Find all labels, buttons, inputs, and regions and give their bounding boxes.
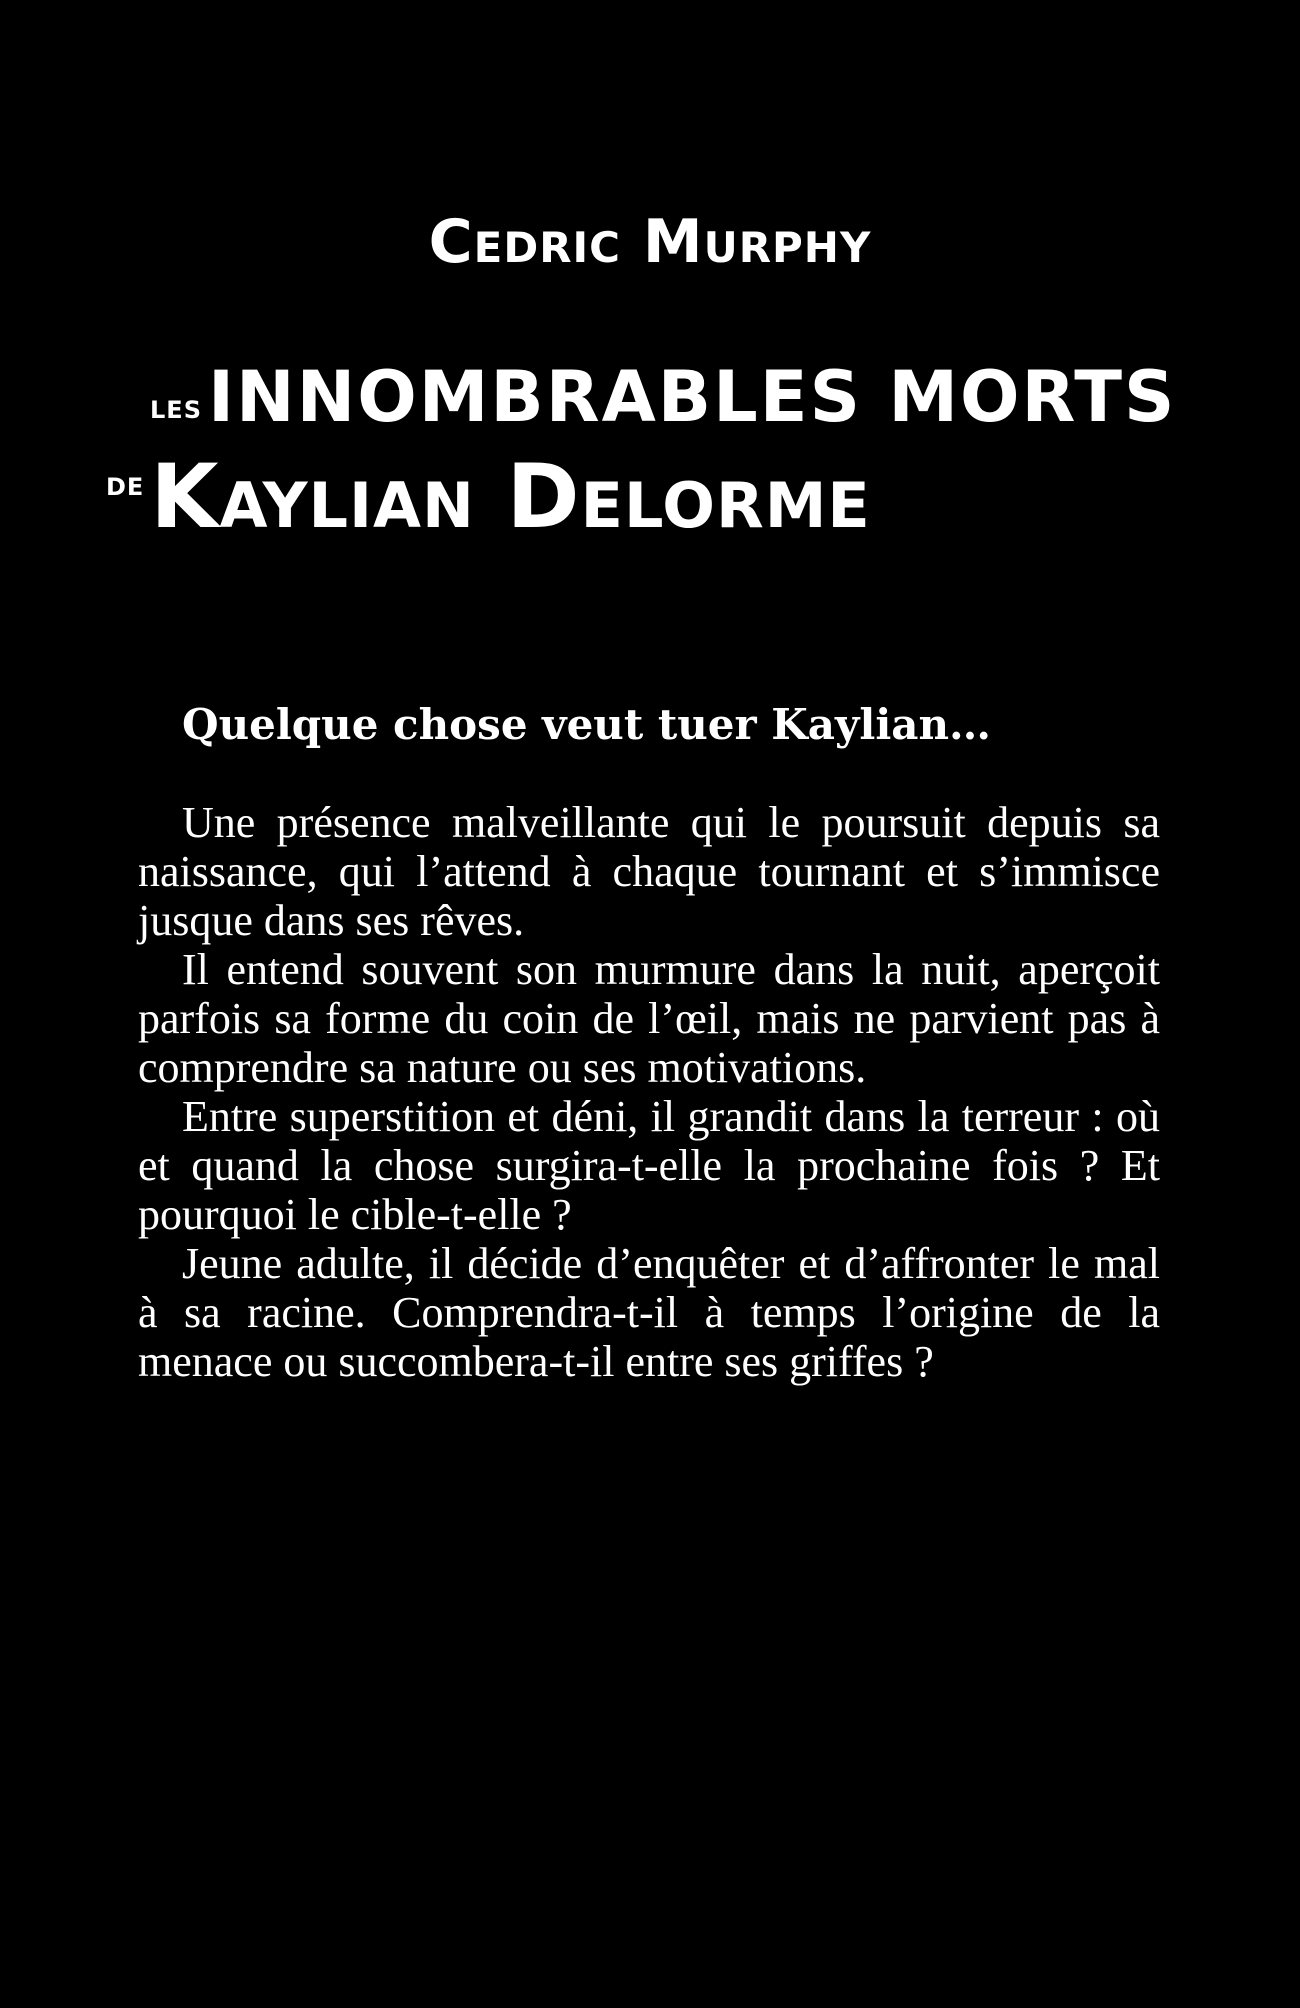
title-kaylian-delorme: Kaylian Delorme [150,445,871,548]
title-preposition-de: de [106,464,145,504]
author-name: Cedric Murphy [428,207,872,277]
book-title-line-1 [150,356,1177,438]
blurb-paragraph: Jeune adulte, il décide d’enquêter et d’affronter le mal à sa racine. Comprendra-t-il à temps l’origine de la menace ou succombera-t-il entre ses griffes ? [138,1239,1160,1386]
title-innombrables-morts: INNOMBRABLES MORTS [207,356,1177,438]
blurb-paragraph: Il entend souvent son murmure dans la nuit, aperçoit parfois sa forme du coin de l’œil, mais ne parvient pas à comprendre sa nature ou ses motivations. [138,945,1160,1092]
book-title-line-2 [106,445,871,548]
tagline: Quelque chose veut tuer Kaylian… [182,700,992,749]
title-article-les: les [150,387,202,427]
blurb-paragraph: Une présence malveillante qui le poursuit depuis sa naissance, qui l’attend à chaque tournant et s’immisce jusque dans ses rêves. [138,798,1160,945]
blurb-paragraph: Entre superstition et déni, il grandit dans la terreur : où et quand la chose surgira-t-elle la prochaine fois ? Et pourquoi le cible-t-elle ? [138,1092,1160,1239]
blurb-text [138,798,1160,1386]
